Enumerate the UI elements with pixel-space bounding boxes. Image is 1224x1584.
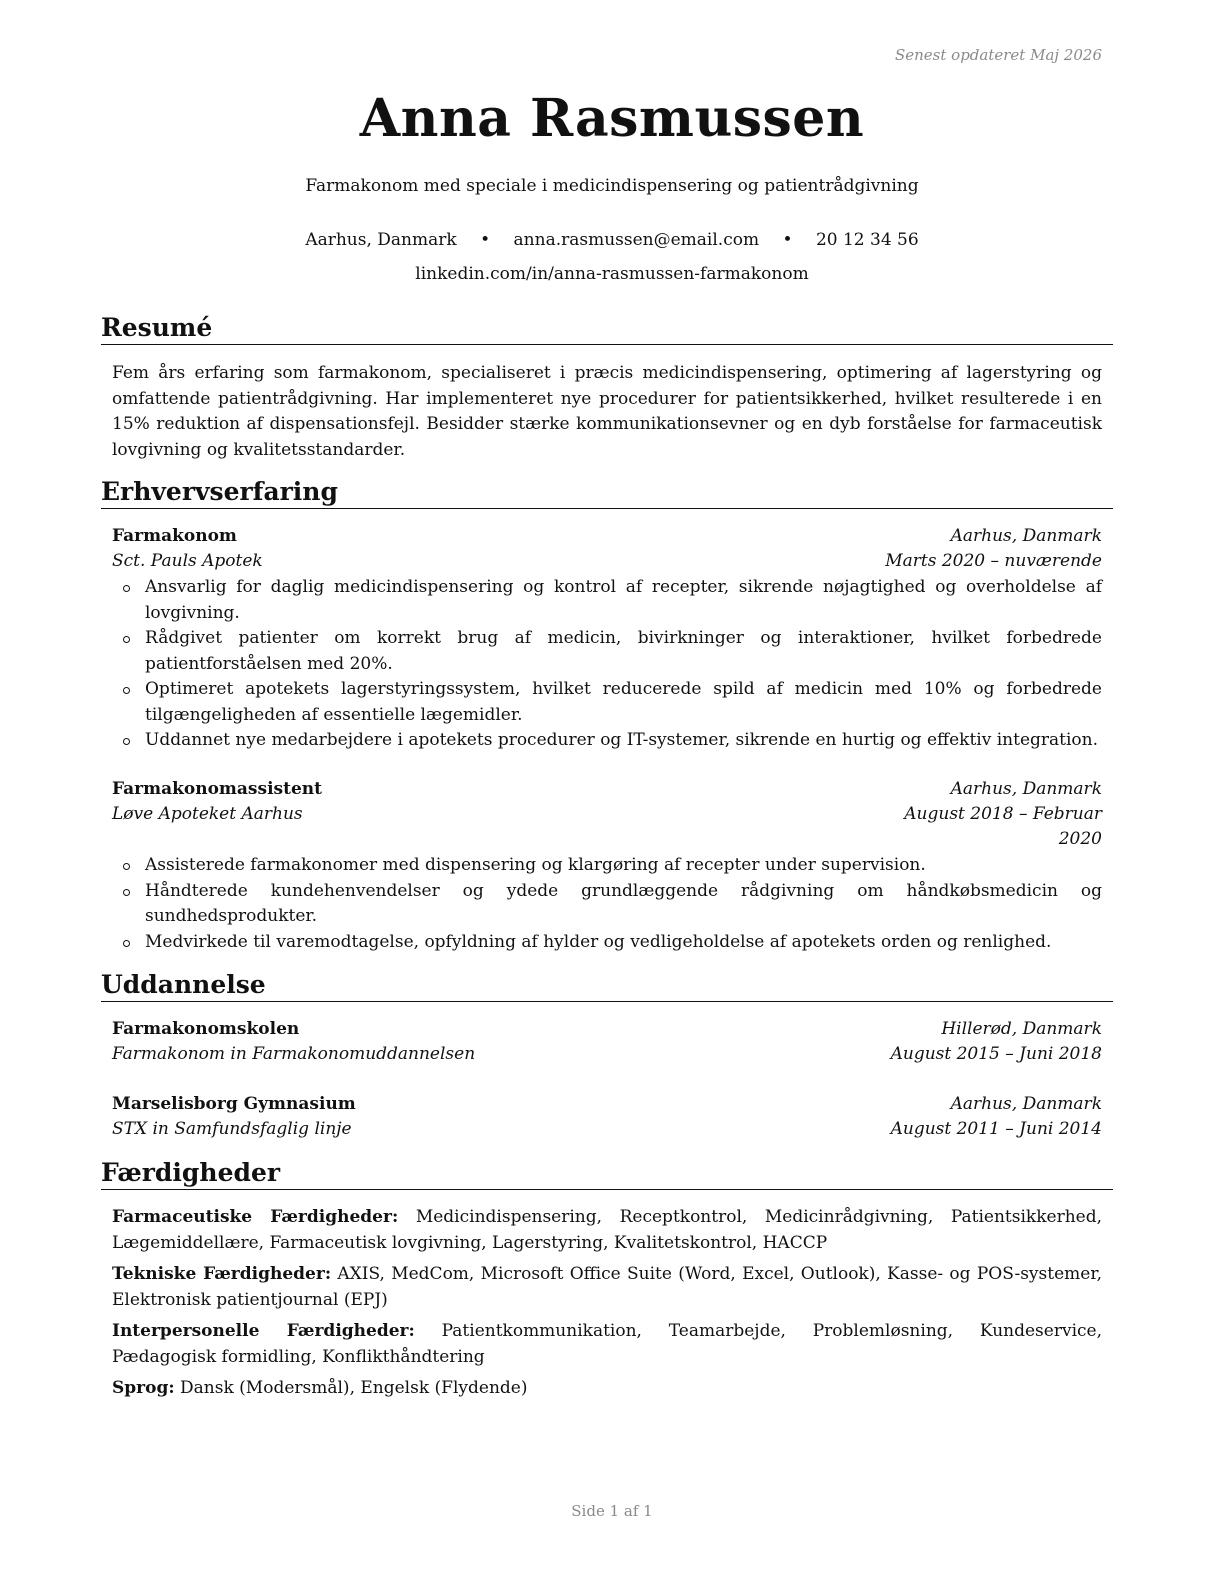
skill-label: Sprog: [112,1378,175,1398]
contact-separator: • [480,230,491,250]
job-location: Aarhus, Danmark [950,526,1102,546]
summary-text: Fem års erfaring som farmakonom, specialiseret i præcis medicindispensering, optimering af lagerstyring og omfattende patientrådgivning. Har implementeret nye procedurer for patientsikkerhed, hvilket resulterede i en 15% reduktion af dispensationsfejl. Besidder stærke kommunikationsevner og en dyb forståelse for farmaceutisk lovgivning og kvalitetsstandarder. [112,363,1102,460]
skill-group [112,1319,1102,1370]
education-dates: August 2015 – Juni 2018 [890,1044,1102,1064]
skill-label: Tekniske Færdigheder: [112,1264,332,1284]
job-dates: August 2018 – Februar 2020 [904,804,1102,849]
job-title: Farmakonom [112,526,237,546]
list-item: Assisterede farmakonomer med dispensering og klargøring af recepter under supervision. [112,853,1102,879]
education-location: Hillerød, Danmark [941,1019,1102,1039]
skill-text: Dansk (Modersmål), Engelsk (Flydende) [180,1378,528,1398]
skill-text: Medicindispensering, Receptkontrol, Medicinrådgivning, Patientsikkerhed, Lægemiddellære, Farmaceutisk lovgivning, Lagerstyring, Kvalitetskontrol, HACCP [112,1207,1102,1253]
job-subheader [112,549,1102,574]
education-degree: Farmakonom in Farmakonomuddannelsen [112,1044,476,1064]
list-item: Rådgivet patienter om korrekt brug af medicin, bivirkninger og interaktioner, hvilket forbedrede patientforståelsen med 20%. [112,626,1102,677]
job-header [112,524,1102,549]
contact-line [0,230,1224,250]
education-school: Marselisborg Gymnasium [112,1094,356,1114]
tagline: Farmakonom med speciale i medicindispensering og patientrådgivning [305,176,919,196]
education-header [112,1017,1102,1042]
list-item: Uddannet nye medarbejdere i apotekets procedurer og IT-systemer, sikrende en hurtig og effektiv integration. [112,728,1102,754]
section-title-experience: Erhvervserfaring [101,477,1113,509]
skill-group [112,1376,1102,1402]
job-location: Aarhus, Danmark [950,779,1102,799]
skill-group [112,1262,1102,1313]
section-title-summary: Resumé [101,313,1113,345]
candidate-name: Anna Rasmussen [359,88,865,149]
job-employer: Sct. Pauls Apotek [112,551,263,571]
contact-linkedin[interactable]: linkedin.com/in/anna-rasmussen-farmakonom [415,264,809,284]
list-item: Optimeret apotekets lagerstyringssystem, hvilket reducerede spild af medicin med 10% og forbedrede tilgængeligheden af essentielle lægemidler. [112,677,1102,728]
contact-location: Aarhus, Danmark [305,230,457,250]
page-number: Side 1 af 1 [571,1502,653,1520]
skill-text: AXIS, MedCom, Microsoft Office Suite (Word, Excel, Outlook), Kasse- og POS-systemer, Elektronisk patientjournal (EPJ) [112,1264,1102,1310]
job-dates: Marts 2020 – nuværende [885,551,1102,571]
education-subheader [112,1117,1102,1142]
contact-email[interactable]: anna.rasmussen@email.com [513,230,760,250]
list-item: Medvirkede til varemodtagelse, opfyldning af hylder og vedligeholdelse af apotekets orden og renlighed. [112,930,1102,956]
education-school: Farmakonomskolen [112,1019,300,1039]
job-employer: Løve Apoteket Aarhus [112,804,303,824]
skill-label: Farmaceutiske Færdigheder: [112,1207,399,1227]
last-updated: Senest opdateret Maj 2026 [894,46,1102,64]
education-header [112,1092,1102,1117]
contact-phone: 20 12 34 56 [815,230,919,250]
education-location: Aarhus, Danmark [950,1094,1102,1114]
section-title-education: Uddannelse [101,970,1113,1002]
job-bullets [112,853,1102,955]
job-title: Farmakonomassistent [112,779,322,799]
section-title-skills: Færdigheder [101,1158,1113,1190]
education-subheader [112,1042,1102,1067]
list-item: Håndterede kundehenvendelser og ydede grundlæggende rådgivning om håndkøbsmedicin og sundhedsprodukter. [112,879,1102,930]
skill-group [112,1205,1102,1256]
job-subheader [112,802,1102,852]
job-bullets [112,575,1102,754]
education-degree: STX in Samfundsfaglig linje [112,1119,352,1139]
skill-text: Patientkommunikation, Teamarbejde, Problemløsning, Kundeservice, Pædagogisk formidling, Konflikthåndtering [112,1321,1102,1367]
list-item: Ansvarlig for daglig medicindispensering og kontrol af recepter, sikrende nøjagtighed og overholdelse af lovgivning. [112,575,1102,626]
education-dates: August 2011 – Juni 2014 [890,1119,1102,1139]
skill-label: Interpersonelle Færdigheder: [112,1321,415,1341]
contact-separator: • [782,230,793,250]
job-header [112,777,1102,802]
